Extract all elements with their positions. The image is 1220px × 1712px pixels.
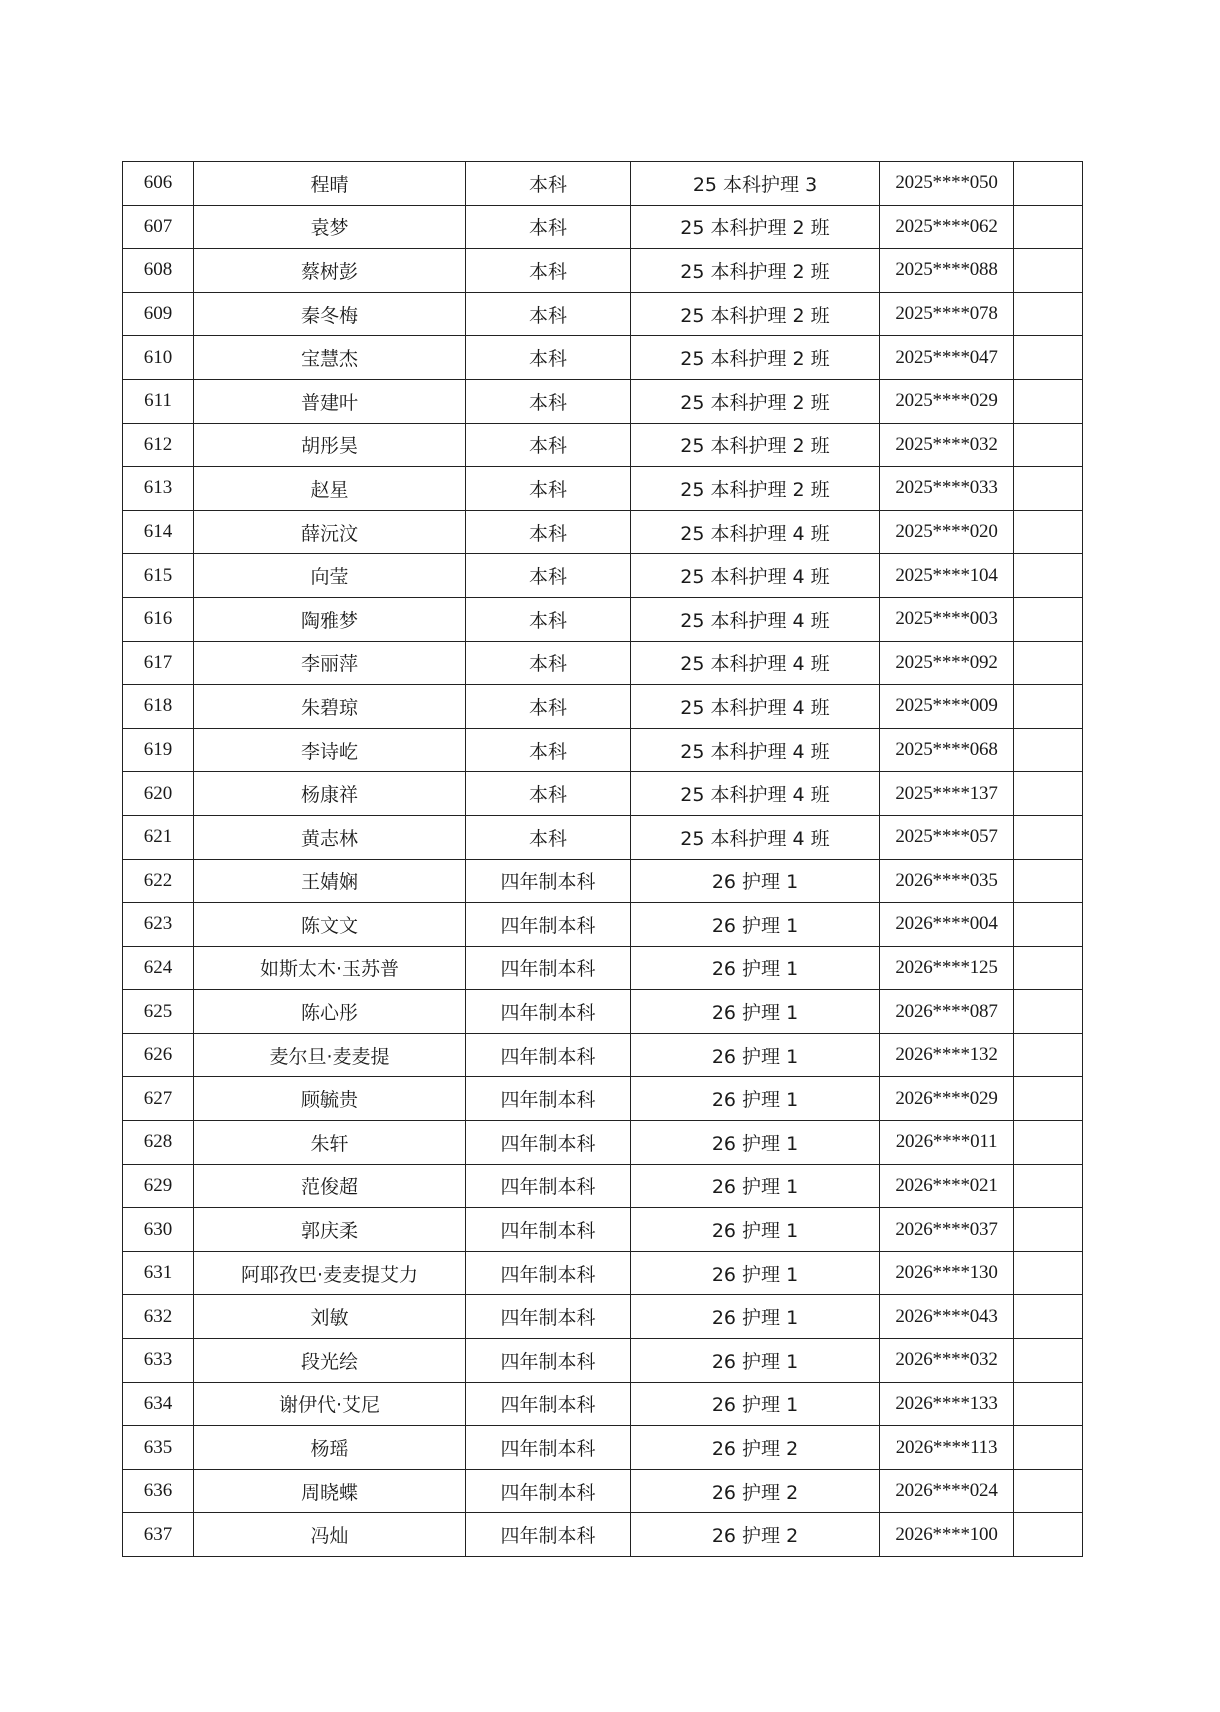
- table-row: [123, 1033, 1083, 1077]
- education-level-cell: 四年制本科: [466, 1033, 631, 1077]
- education-level-cell: 四年制本科: [466, 1121, 631, 1165]
- student-id-cell: 2026****037: [880, 1208, 1014, 1252]
- row-number-cell: 631: [123, 1251, 194, 1295]
- blank-cell: [1014, 1295, 1083, 1339]
- education-level-cell: 四年制本科: [466, 1382, 631, 1426]
- blank-cell: [1014, 510, 1083, 554]
- row-number-cell: 635: [123, 1426, 194, 1470]
- blank-cell: [1014, 249, 1083, 293]
- row-number-cell: 627: [123, 1077, 194, 1121]
- table-row: [123, 641, 1083, 685]
- row-number-cell: 612: [123, 423, 194, 467]
- blank-cell: [1014, 554, 1083, 598]
- student-name-cell: 薛沅汶: [194, 510, 466, 554]
- student-id-cell: 2026****011: [880, 1121, 1014, 1165]
- education-level-cell: 本科: [466, 510, 631, 554]
- education-level-cell: 四年制本科: [466, 1339, 631, 1383]
- roster-body: [123, 162, 1083, 1557]
- education-level-cell: 本科: [466, 292, 631, 336]
- class-name-cell: 25 本科护理 2 班: [631, 467, 880, 511]
- blank-cell: [1014, 946, 1083, 990]
- student-name-cell: 赵星: [194, 467, 466, 511]
- blank-cell: [1014, 205, 1083, 249]
- education-level-cell: 本科: [466, 162, 631, 206]
- education-level-cell: 四年制本科: [466, 903, 631, 947]
- student-name-cell: 李丽萍: [194, 641, 466, 685]
- class-name-cell: 26 护理 1: [631, 1382, 880, 1426]
- class-name-cell: 25 本科护理 4 班: [631, 728, 880, 772]
- blank-cell: [1014, 772, 1083, 816]
- student-name-cell: 郭庆柔: [194, 1208, 466, 1252]
- blank-cell: [1014, 292, 1083, 336]
- student-name-cell: 朱轩: [194, 1121, 466, 1165]
- class-name-cell: 26 护理 1: [631, 1164, 880, 1208]
- class-name-cell: 25 本科护理 2 班: [631, 292, 880, 336]
- student-name-cell: 黄志林: [194, 815, 466, 859]
- class-name-cell: 25 本科护理 2 班: [631, 249, 880, 293]
- blank-cell: [1014, 990, 1083, 1034]
- student-id-cell: 2025****003: [880, 597, 1014, 641]
- student-id-cell: 2025****078: [880, 292, 1014, 336]
- table-row: [123, 772, 1083, 816]
- student-name-cell: 袁梦: [194, 205, 466, 249]
- student-name-cell: 秦冬梅: [194, 292, 466, 336]
- table-row: [123, 728, 1083, 772]
- education-level-cell: 本科: [466, 597, 631, 641]
- table-row: [123, 162, 1083, 206]
- education-level-cell: 四年制本科: [466, 1426, 631, 1470]
- blank-cell: [1014, 641, 1083, 685]
- blank-cell: [1014, 336, 1083, 380]
- blank-cell: [1014, 1513, 1083, 1557]
- education-level-cell: 四年制本科: [466, 990, 631, 1034]
- student-name-cell: 谢伊代·艾尼: [194, 1382, 466, 1426]
- class-name-cell: 25 本科护理 2 班: [631, 379, 880, 423]
- blank-cell: [1014, 379, 1083, 423]
- education-level-cell: 本科: [466, 249, 631, 293]
- student-id-cell: 2026****024: [880, 1469, 1014, 1513]
- table-row: [123, 1077, 1083, 1121]
- education-level-cell: 四年制本科: [466, 1164, 631, 1208]
- row-number-cell: 609: [123, 292, 194, 336]
- row-number-cell: 625: [123, 990, 194, 1034]
- blank-cell: [1014, 423, 1083, 467]
- student-roster-table: [122, 161, 1083, 1557]
- student-name-cell: 周晓蝶: [194, 1469, 466, 1513]
- class-name-cell: 25 本科护理 2 班: [631, 205, 880, 249]
- row-number-cell: 619: [123, 728, 194, 772]
- student-id-cell: 2026****043: [880, 1295, 1014, 1339]
- student-name-cell: 胡彤昊: [194, 423, 466, 467]
- row-number-cell: 622: [123, 859, 194, 903]
- blank-cell: [1014, 1121, 1083, 1165]
- education-level-cell: 四年制本科: [466, 1295, 631, 1339]
- student-id-cell: 2026****004: [880, 903, 1014, 947]
- education-level-cell: 本科: [466, 554, 631, 598]
- table-row: [123, 249, 1083, 293]
- student-id-cell: 2026****113: [880, 1426, 1014, 1470]
- class-name-cell: 26 护理 2: [631, 1426, 880, 1470]
- education-level-cell: 本科: [466, 685, 631, 729]
- table-row: [123, 1382, 1083, 1426]
- blank-cell: [1014, 467, 1083, 511]
- table-row: [123, 1295, 1083, 1339]
- student-name-cell: 如斯太木·玉苏普: [194, 946, 466, 990]
- education-level-cell: 四年制本科: [466, 1077, 631, 1121]
- student-name-cell: 刘敏: [194, 1295, 466, 1339]
- blank-cell: [1014, 1077, 1083, 1121]
- row-number-cell: 626: [123, 1033, 194, 1077]
- row-number-cell: 634: [123, 1382, 194, 1426]
- table-row: [123, 815, 1083, 859]
- table-row: [123, 423, 1083, 467]
- table-row: [123, 1339, 1083, 1383]
- table-row: [123, 1208, 1083, 1252]
- education-level-cell: 四年制本科: [466, 1513, 631, 1557]
- education-level-cell: 本科: [466, 815, 631, 859]
- student-id-cell: 2026****100: [880, 1513, 1014, 1557]
- table-row: [123, 1426, 1083, 1470]
- table-row: [123, 554, 1083, 598]
- education-level-cell: 四年制本科: [466, 1251, 631, 1295]
- education-level-cell: 四年制本科: [466, 946, 631, 990]
- blank-cell: [1014, 1164, 1083, 1208]
- row-number-cell: 636: [123, 1469, 194, 1513]
- education-level-cell: 本科: [466, 336, 631, 380]
- blank-cell: [1014, 1208, 1083, 1252]
- table-row: [123, 205, 1083, 249]
- student-id-cell: 2025****033: [880, 467, 1014, 511]
- student-name-cell: 冯灿: [194, 1513, 466, 1557]
- student-name-cell: 程晴: [194, 162, 466, 206]
- student-id-cell: 2025****092: [880, 641, 1014, 685]
- table-row: [123, 990, 1083, 1034]
- row-number-cell: 610: [123, 336, 194, 380]
- education-level-cell: 本科: [466, 772, 631, 816]
- education-level-cell: 四年制本科: [466, 1469, 631, 1513]
- class-name-cell: 26 护理 1: [631, 903, 880, 947]
- class-name-cell: 25 本科护理 4 班: [631, 597, 880, 641]
- class-name-cell: 25 本科护理 4 班: [631, 815, 880, 859]
- student-name-cell: 段光绘: [194, 1339, 466, 1383]
- row-number-cell: 632: [123, 1295, 194, 1339]
- education-level-cell: 本科: [466, 641, 631, 685]
- table-row: [123, 467, 1083, 511]
- education-level-cell: 本科: [466, 423, 631, 467]
- row-number-cell: 613: [123, 467, 194, 511]
- class-name-cell: 26 护理 1: [631, 1121, 880, 1165]
- class-name-cell: 25 本科护理 4 班: [631, 554, 880, 598]
- row-number-cell: 615: [123, 554, 194, 598]
- class-name-cell: 26 护理 1: [631, 1033, 880, 1077]
- class-name-cell: 26 护理 1: [631, 1077, 880, 1121]
- education-level-cell: 四年制本科: [466, 1208, 631, 1252]
- row-number-cell: 606: [123, 162, 194, 206]
- blank-cell: [1014, 685, 1083, 729]
- table-row: [123, 597, 1083, 641]
- row-number-cell: 621: [123, 815, 194, 859]
- student-id-cell: 2026****035: [880, 859, 1014, 903]
- table-row: [123, 1121, 1083, 1165]
- student-name-cell: 蔡树彭: [194, 249, 466, 293]
- table-row: [123, 510, 1083, 554]
- student-id-cell: 2025****047: [880, 336, 1014, 380]
- row-number-cell: 628: [123, 1121, 194, 1165]
- class-name-cell: 26 护理 1: [631, 859, 880, 903]
- class-name-cell: 25 本科护理 3: [631, 162, 880, 206]
- student-id-cell: 2026****125: [880, 946, 1014, 990]
- student-id-cell: 2025****009: [880, 685, 1014, 729]
- row-number-cell: 614: [123, 510, 194, 554]
- class-name-cell: 26 护理 2: [631, 1513, 880, 1557]
- table-row: [123, 1469, 1083, 1513]
- table-row: [123, 292, 1083, 336]
- class-name-cell: 25 本科护理 4 班: [631, 641, 880, 685]
- student-name-cell: 朱碧琼: [194, 685, 466, 729]
- blank-cell: [1014, 1426, 1083, 1470]
- education-level-cell: 本科: [466, 728, 631, 772]
- student-id-cell: 2026****132: [880, 1033, 1014, 1077]
- blank-cell: [1014, 815, 1083, 859]
- blank-cell: [1014, 903, 1083, 947]
- student-name-cell: 宝慧杰: [194, 336, 466, 380]
- student-name-cell: 向莹: [194, 554, 466, 598]
- row-number-cell: 630: [123, 1208, 194, 1252]
- class-name-cell: 25 本科护理 4 班: [631, 510, 880, 554]
- row-number-cell: 633: [123, 1339, 194, 1383]
- row-number-cell: 607: [123, 205, 194, 249]
- row-number-cell: 611: [123, 379, 194, 423]
- student-id-cell: 2025****137: [880, 772, 1014, 816]
- student-id-cell: 2026****029: [880, 1077, 1014, 1121]
- table-row: [123, 1513, 1083, 1557]
- table-row: [123, 859, 1083, 903]
- table-row: [123, 685, 1083, 729]
- row-number-cell: 624: [123, 946, 194, 990]
- class-name-cell: 26 护理 2: [631, 1469, 880, 1513]
- student-name-cell: 阿耶孜巴·麦麦提艾力: [194, 1251, 466, 1295]
- class-name-cell: 26 护理 1: [631, 990, 880, 1034]
- student-id-cell: 2026****021: [880, 1164, 1014, 1208]
- student-name-cell: 李诗屹: [194, 728, 466, 772]
- student-id-cell: 2025****104: [880, 554, 1014, 598]
- table-row: [123, 379, 1083, 423]
- student-id-cell: 2025****029: [880, 379, 1014, 423]
- table-row: [123, 1251, 1083, 1295]
- class-name-cell: 26 护理 1: [631, 1251, 880, 1295]
- student-id-cell: 2025****020: [880, 510, 1014, 554]
- student-name-cell: 杨康祥: [194, 772, 466, 816]
- class-name-cell: 26 护理 1: [631, 1339, 880, 1383]
- class-name-cell: 26 护理 1: [631, 1295, 880, 1339]
- student-name-cell: 麦尔旦·麦麦提: [194, 1033, 466, 1077]
- student-id-cell: 2025****057: [880, 815, 1014, 859]
- student-name-cell: 陈心彤: [194, 990, 466, 1034]
- student-id-cell: 2026****087: [880, 990, 1014, 1034]
- table-row: [123, 903, 1083, 947]
- class-name-cell: 25 本科护理 4 班: [631, 685, 880, 729]
- student-id-cell: 2025****062: [880, 205, 1014, 249]
- blank-cell: [1014, 597, 1083, 641]
- class-name-cell: 25 本科护理 2 班: [631, 336, 880, 380]
- table-row: [123, 336, 1083, 380]
- education-level-cell: 本科: [466, 205, 631, 249]
- education-level-cell: 本科: [466, 467, 631, 511]
- blank-cell: [1014, 1251, 1083, 1295]
- student-id-cell: 2025****032: [880, 423, 1014, 467]
- blank-cell: [1014, 728, 1083, 772]
- table-row: [123, 1164, 1083, 1208]
- student-name-cell: 杨瑶: [194, 1426, 466, 1470]
- student-name-cell: 陶雅梦: [194, 597, 466, 641]
- student-name-cell: 范俊超: [194, 1164, 466, 1208]
- student-name-cell: 王婧娴: [194, 859, 466, 903]
- class-name-cell: 26 护理 1: [631, 1208, 880, 1252]
- student-id-cell: 2026****032: [880, 1339, 1014, 1383]
- class-name-cell: 26 护理 1: [631, 946, 880, 990]
- row-number-cell: 620: [123, 772, 194, 816]
- student-id-cell: 2025****068: [880, 728, 1014, 772]
- student-id-cell: 2025****088: [880, 249, 1014, 293]
- row-number-cell: 617: [123, 641, 194, 685]
- blank-cell: [1014, 1033, 1083, 1077]
- student-name-cell: 普建叶: [194, 379, 466, 423]
- blank-cell: [1014, 1339, 1083, 1383]
- blank-cell: [1014, 1382, 1083, 1426]
- blank-cell: [1014, 162, 1083, 206]
- row-number-cell: 637: [123, 1513, 194, 1557]
- row-number-cell: 608: [123, 249, 194, 293]
- student-id-cell: 2026****133: [880, 1382, 1014, 1426]
- row-number-cell: 629: [123, 1164, 194, 1208]
- row-number-cell: 616: [123, 597, 194, 641]
- blank-cell: [1014, 1469, 1083, 1513]
- education-level-cell: 四年制本科: [466, 859, 631, 903]
- student-name-cell: 顾毓贵: [194, 1077, 466, 1121]
- student-id-cell: 2025****050: [880, 162, 1014, 206]
- class-name-cell: 25 本科护理 2 班: [631, 423, 880, 467]
- table-row: [123, 946, 1083, 990]
- row-number-cell: 623: [123, 903, 194, 947]
- student-name-cell: 陈文文: [194, 903, 466, 947]
- class-name-cell: 25 本科护理 4 班: [631, 772, 880, 816]
- education-level-cell: 本科: [466, 379, 631, 423]
- row-number-cell: 618: [123, 685, 194, 729]
- student-id-cell: 2026****130: [880, 1251, 1014, 1295]
- blank-cell: [1014, 859, 1083, 903]
